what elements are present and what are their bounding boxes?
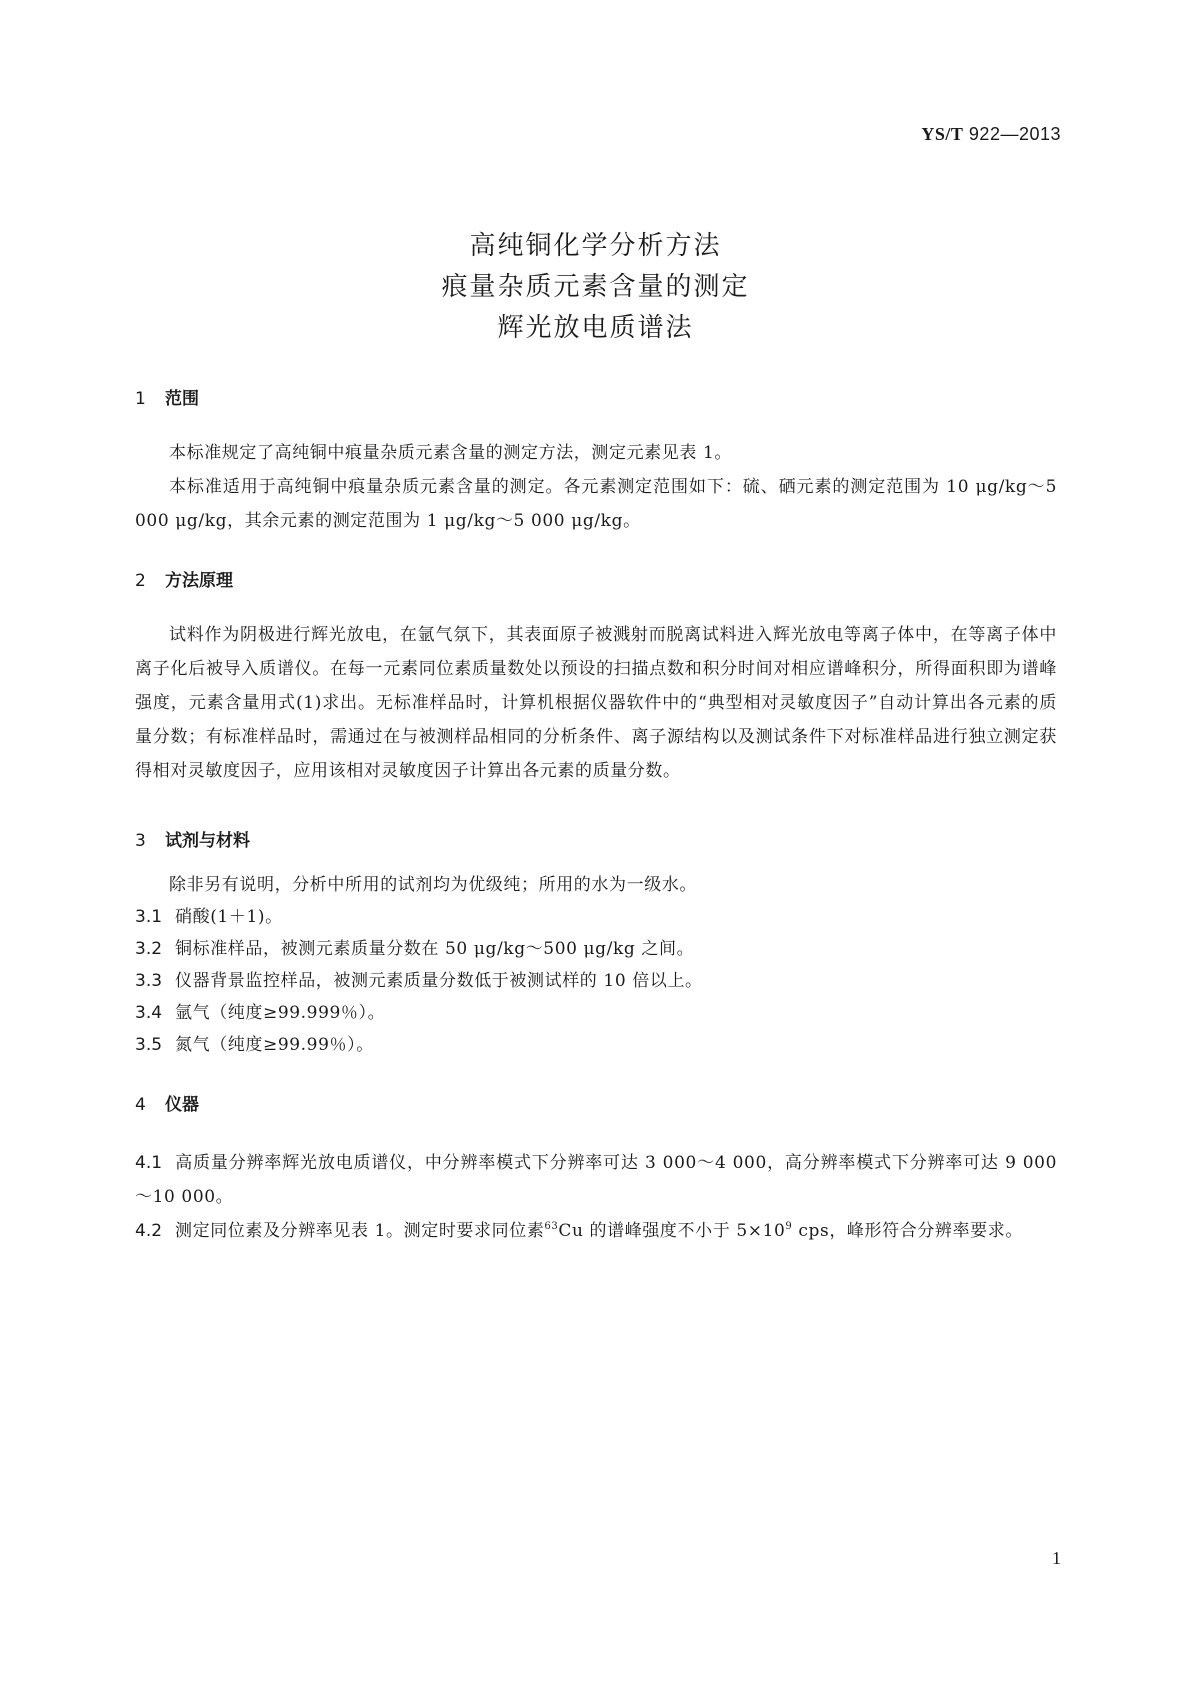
title-line-1: 高纯铜化学分析方法 xyxy=(469,231,722,261)
item-text: 铜标准样品，被测元素质量分数在 50 μg/kg～500 μg/kg 之间。 xyxy=(175,939,695,959)
list-item xyxy=(135,932,1057,966)
standard-code xyxy=(921,124,1061,145)
item-number: 3.2 xyxy=(135,939,163,959)
exponent-superscript: 9 xyxy=(785,1221,793,1232)
item-text-b: Cu 的谱峰强度不小于 5×10 xyxy=(558,1221,786,1241)
item-text: 硝酸(1＋1)。 xyxy=(175,907,283,927)
item-text-a: 测定同位素及分辨率见表 1。测定时要求同位素 xyxy=(175,1221,545,1241)
item-number: 3.3 xyxy=(135,971,163,991)
section-heading-1 xyxy=(135,384,199,409)
section-heading-2 xyxy=(135,566,233,591)
list-item xyxy=(135,900,1057,934)
list-item xyxy=(135,1146,1057,1214)
item-text-c: cps，峰形符合分辨率要求。 xyxy=(792,1221,1023,1241)
list-item xyxy=(135,1028,1057,1062)
item-number: 3.1 xyxy=(135,907,163,927)
list-item xyxy=(135,996,1057,1030)
section-number: 2 xyxy=(135,571,146,591)
item-text: 仪器背景监控样品，被测元素质量分数低于被测试样的 10 倍以上。 xyxy=(175,971,703,991)
paragraph: 试料作为阴极进行辉光放电，在氩气氛下，其表面原子被溅射而脱离试料进入辉光放电等离子体中，在等离子体中离子化后被导入质谱仪。在每一元素同位素质量数处以预设的扫描点数和积分时间对相应谱峰积分，所得面积即为谱峰强度，元素含量用式(1)求出。无标准样品时，计算机根据仪器软件中的“典型相对灵敏度因子”自动计算出各元素的质量分数；有标准样品时，需通过在与被测样品相同的分析条件、离子源结构以及测试条件下对标准样品进行独立测定获得相对灵敏度因子，应用该相对灵敏度因子计算出各元素的质量分数。 xyxy=(135,625,1057,781)
item-number: 4.1 xyxy=(135,1153,163,1173)
section-heading-4 xyxy=(135,1090,199,1115)
list-item xyxy=(135,1210,1057,1248)
document-title xyxy=(0,226,1191,349)
section-number: 4 xyxy=(135,1095,146,1115)
list-item xyxy=(135,964,1057,998)
item-text: 氩气（纯度≥99.999％）。 xyxy=(175,1003,386,1023)
paragraph: 本标准规定了高纯铜中痕量杂质元素含量的测定方法，测定元素见表 1。 xyxy=(169,443,733,463)
section-number: 3 xyxy=(135,831,146,851)
isotope-superscript: 63 xyxy=(544,1221,559,1232)
title-line-3: 辉光放电质谱法 xyxy=(497,313,694,343)
item-number: 4.2 xyxy=(135,1221,163,1241)
standard-number: 922—2013 xyxy=(968,124,1061,144)
item-number: 3.5 xyxy=(135,1035,163,1055)
paragraph: 除非另有说明，分析中所用的试剂均为优级纯；所用的水为一级水。 xyxy=(169,875,697,895)
item-text: 氮气（纯度≥99.99％）。 xyxy=(175,1035,374,1055)
section-heading-3 xyxy=(135,826,250,851)
page-number: 1 xyxy=(1052,1548,1061,1568)
section-title: 范围 xyxy=(165,389,199,409)
item-text: 高质量分辨率辉光放电质谱仪，中分辨率模式下分辨率可达 3 000～4 000，高分辨率模式下分辨率可达 9 000～10 000。 xyxy=(135,1153,1057,1207)
section-title: 试剂与材料 xyxy=(165,831,250,851)
standard-prefix: YS/T xyxy=(921,124,964,144)
section-title: 方法原理 xyxy=(165,571,233,591)
paragraph: 本标准适用于高纯铜中痕量杂质元素含量的测定。各元素测定范围如下：硫、硒元素的测定范围为 10 μg/kg～5 000 μg/kg，其余元素的测定范围为 1 μg/kg～5 000 μg/kg。 xyxy=(135,477,1057,531)
section-title: 仪器 xyxy=(165,1095,199,1115)
title-line-2: 痕量杂质元素含量的测定 xyxy=(441,272,750,302)
section-number: 1 xyxy=(135,389,146,409)
item-number: 3.4 xyxy=(135,1003,163,1023)
